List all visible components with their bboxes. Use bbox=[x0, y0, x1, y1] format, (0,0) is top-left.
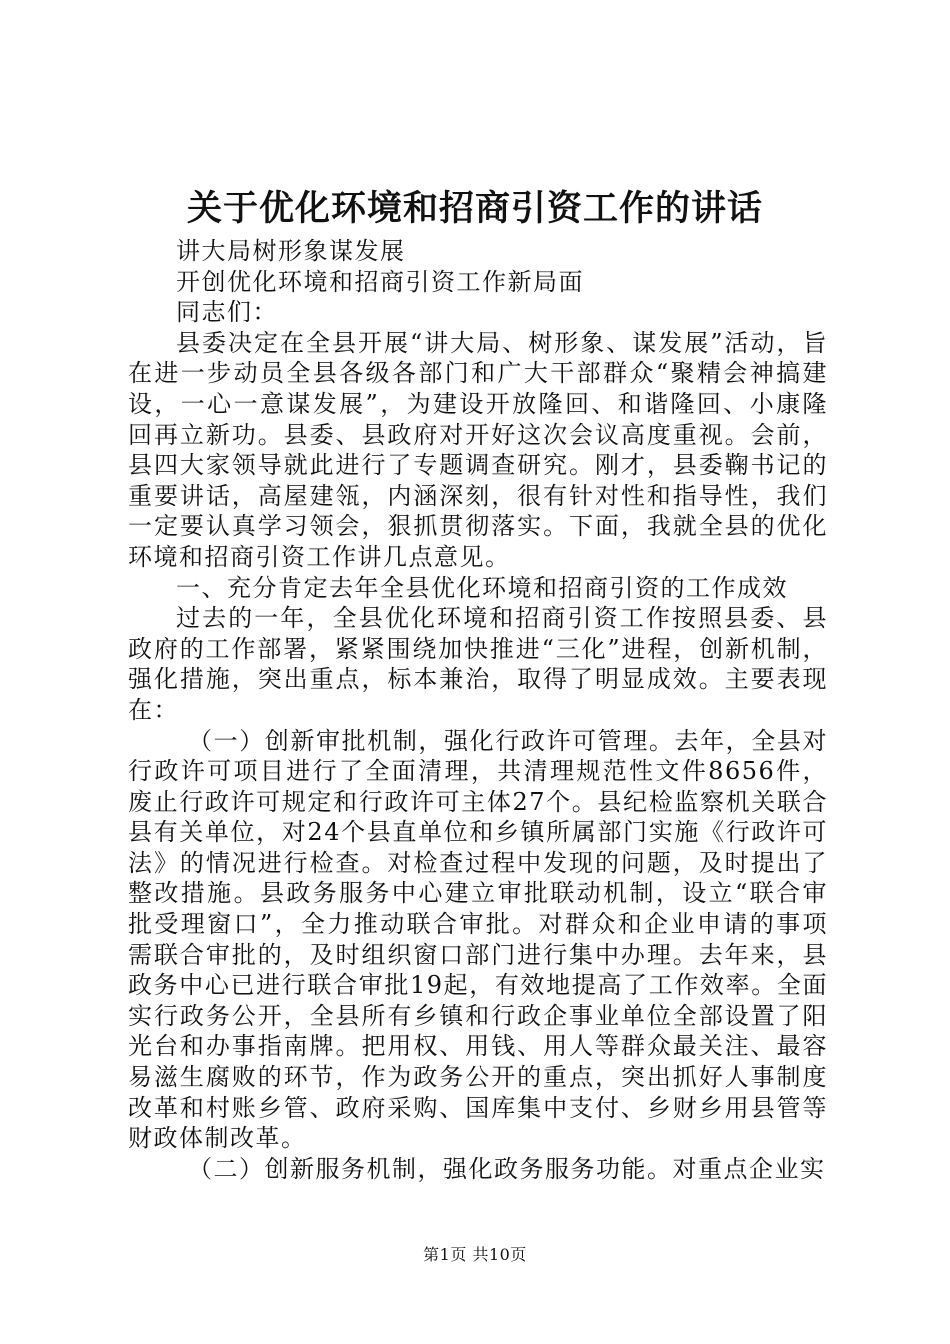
paragraph-item-1: （一）创新审批机制，强化行政许可管理。去年，全县对行政许可项目进行了全面清理，共清理规范性文件8656件，废止行政许可规定和行政许可主体27个。县纪检监察机关联合县有关单位，对24个县直单位和乡镇所属部门实施《行政许可法》的情况进行检查。对检查过程中发现的问题，及时提出了整改措施。县政务服务中心建立审批联动机制，设立“联合审批受理窗口”，全力推动联合审批。对群众和企业申请的事项需联合审批的，及时组织窗口部门进行集中办理。去年来，县政务中心已进行联合审批19起，有效地提高了工作效率。全面实行政务公开，全县所有乡镇和行政企事业单位全部设置了阳光台和办事指南牌。把用权、用钱、用人等群众最关注、最容易滋生腐败的环节，作为政务公开的重点，突出抓好人事制度改革和村账乡管、政府采购、国库集中支付、乡财乡用县管等财政体制改革。 bbox=[128, 726, 828, 1153]
paragraph-intro: 县委决定在全县开展“讲大局、树形象、谋发展”活动，旨在进一步动员全县各级各部门和广大干部群众“聚精会神搞建设，一心一意谋发展”，为建设开放隆回、和谐隆回、小康隆回再立新功。县委、县政府对开好这次会议高度重视。会前，县四大家领导就此进行了专题调查研究。刚才，县委鞠书记的重要讲话，高屋建瓴，内涵深刻，很有针对性和指导性，我们一定要认真学习领会，狠抓贯彻落实。下面，我就全县的优化环境和招商引资工作讲几点意见。 bbox=[128, 328, 828, 571]
document-body bbox=[128, 236, 828, 1184]
paragraph-overview: 过去的一年，全县优化环境和招商引资工作按照县委、县政府的工作部署，紧紧围绕加快推进“三化”进程，创新机制，强化措施，突出重点，标本兼治，取得了明显成效。主要表现在： bbox=[128, 604, 828, 724]
page-number-footer: 第1页 共10页 bbox=[423, 1245, 527, 1264]
subtitle-line-1: 讲大局树形象谋发展 bbox=[176, 237, 406, 265]
subtitle-line-2: 开创优化环境和招商引资工作新局面 bbox=[176, 267, 584, 296]
document-title: 关于优化环境和招商引资工作的讲话 bbox=[186, 188, 763, 229]
paragraph-item-2: （二）创新服务机制，强化政务服务功能。对重点企业实 bbox=[188, 1154, 826, 1183]
salutation: 同志们： bbox=[176, 298, 278, 327]
section-heading-1: 一、充分肯定去年全县优化环境和招商引资的工作成效 bbox=[176, 573, 788, 602]
